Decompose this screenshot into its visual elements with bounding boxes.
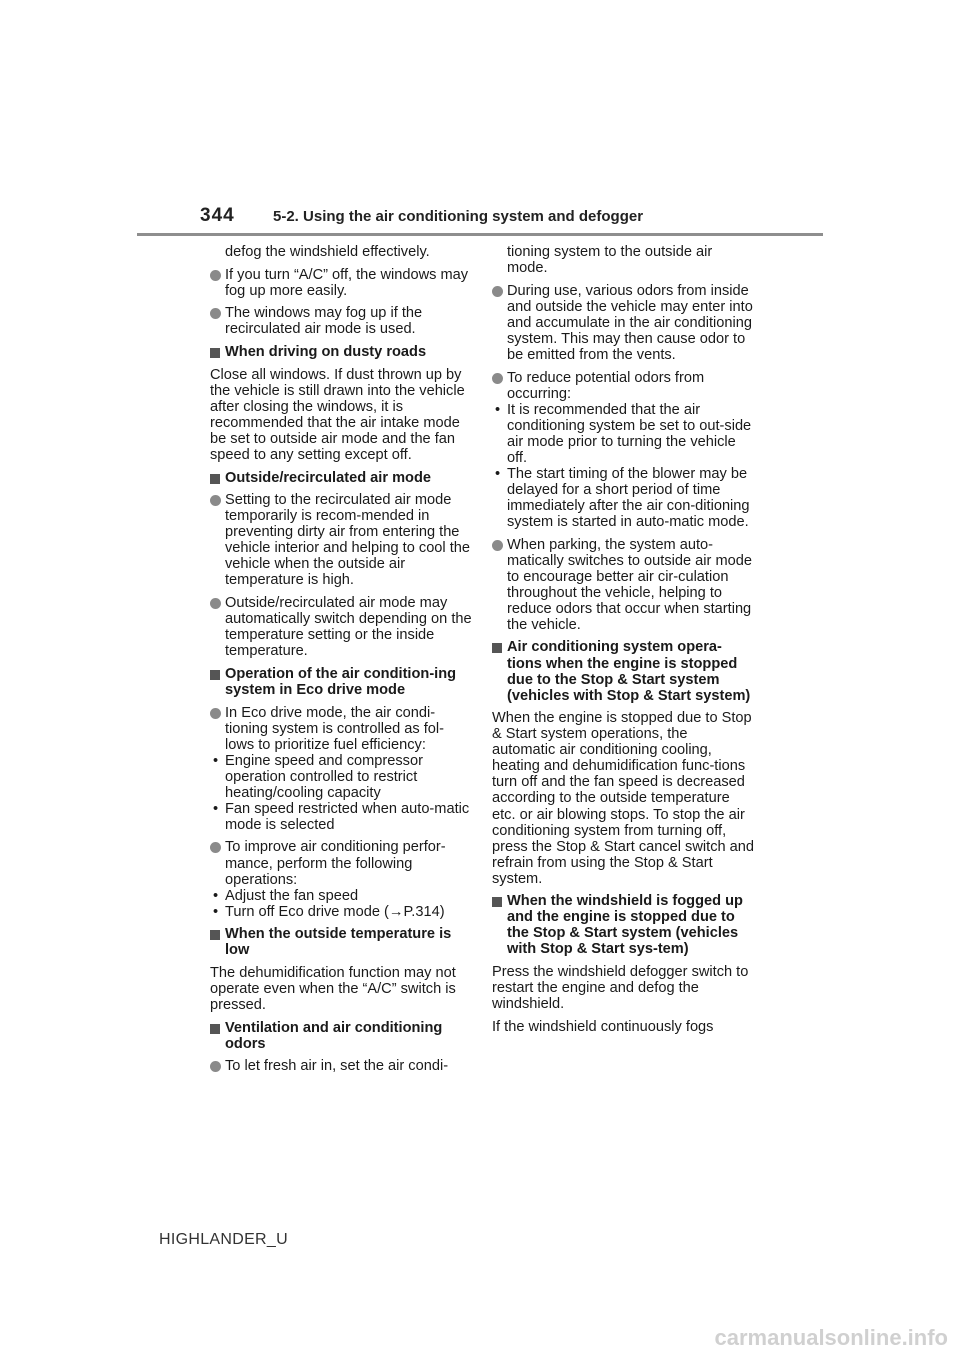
- list-item-text: Outside/recirculated air mode may automatically switch depending on the temperature setting or the inside temperature.: [225, 595, 472, 660]
- sub-list-item-text: Turn off Eco drive mode (→P.314): [225, 903, 445, 920]
- list-item: [492, 537, 754, 633]
- header-rule: [137, 233, 823, 236]
- list-item: [492, 283, 754, 363]
- footer-model-code: HIGHLANDER_U: [159, 1231, 288, 1248]
- list-item-text: When parking, the system auto-matically switches to outside air mode to encourage better air cir-culation throughout the vehicle, helping to reduce odors that occur when starting the vehicle.: [507, 536, 752, 633]
- dot-bullet: •: [213, 887, 219, 904]
- continuation-text: defog the windshield effectively.: [225, 244, 430, 260]
- list-item-text: During use, various odors from inside and outside the vehicle may enter into and accumulate in the air conditioning system. This may then cause odor to be emitted from the vents.: [507, 282, 753, 363]
- subheading: [492, 639, 754, 703]
- square-bullet-icon: [492, 897, 502, 907]
- round-bullet-icon: [210, 598, 221, 609]
- list-item-text: If you turn “A/C” off, the windows may fog up more easily.: [225, 266, 469, 299]
- list-item-text: To improve air conditioning perfor-mance, perform the following operations:: [225, 839, 446, 888]
- sub-list-item-text: Adjust the fan speed: [225, 887, 359, 904]
- section-title: 5-2. Using the air conditioning system and defogger: [273, 208, 644, 225]
- list-item-text: In Eco drive mode, the air condi-tioning system is controlled as fol-lows to prioritize fuel efficiency:: [225, 704, 444, 753]
- sub-list-item: [210, 904, 472, 920]
- dot-bullet: •: [495, 465, 501, 482]
- square-bullet-icon: [210, 474, 220, 484]
- round-bullet-icon: [210, 495, 221, 506]
- sub-list-item-text: Fan speed restricted when auto-matic mode is selected: [225, 800, 470, 833]
- round-bullet-icon: [492, 286, 503, 297]
- list-item: [210, 839, 472, 919]
- subheading-text: Outside/recirculated air mode: [225, 469, 432, 486]
- left-column: [210, 244, 472, 1081]
- square-bullet-icon: [210, 348, 220, 358]
- subheading: [210, 666, 472, 698]
- dot-bullet: •: [213, 903, 219, 920]
- subheading: [210, 926, 472, 958]
- sub-list-item-text: It is recommended that the air conditioning system be set to out-side air mode prior to turning the vehicle off.: [507, 401, 752, 466]
- subheading-text: When the windshield is fogged up and the engine is stopped due to the Stop & Start system (vehicles with Stop & Start sys-tem): [507, 893, 743, 958]
- round-bullet-icon: [210, 270, 221, 281]
- list-item-text: Setting to the recirculated air mode temporarily is recom-mended in preventing dirty air from entering the vehicle interior and helping to cool the vehicle when the outside air temperature is high.: [225, 492, 471, 589]
- sub-list-item-text: The start timing of the blower may be delayed for a short period of time immediately after the air con-ditioning system is started in auto-matic mode.: [507, 465, 750, 530]
- paragraph: Press the windshield defogger switch to restart the engine and defog the windshield.: [492, 964, 749, 1013]
- dot-bullet: •: [495, 401, 501, 418]
- sub-list-item: [210, 801, 472, 833]
- list-item: [210, 595, 472, 659]
- sub-list-item-text: Engine speed and compressor operation controlled to restrict heating/cooling capacity: [225, 752, 423, 801]
- list-item: [210, 305, 472, 337]
- square-bullet-icon: [492, 643, 502, 653]
- dot-bullet: •: [213, 800, 219, 817]
- round-bullet-icon: [210, 842, 221, 853]
- list-item-text: To let fresh air in, set the air condi-: [225, 1058, 449, 1075]
- subheading-text: Air conditioning system opera-tions when the engine is stopped due to the Stop & Start system (vehicles with Stop & Start system): [507, 639, 751, 704]
- square-bullet-icon: [210, 930, 220, 940]
- subheading-text: Ventilation and air conditioning odors: [225, 1019, 443, 1052]
- sub-list-item: [492, 466, 754, 530]
- subheading: [210, 470, 472, 486]
- sub-list-item: [210, 888, 472, 904]
- subheading: [210, 1020, 472, 1052]
- round-bullet-icon: [492, 540, 503, 551]
- round-bullet-icon: [210, 1061, 221, 1072]
- round-bullet-icon: [210, 308, 221, 319]
- list-item-text: The windows may fog up if the recirculated air mode is used.: [225, 305, 423, 338]
- subheading-text: Operation of the air condition-ing system in Eco drive mode: [225, 665, 457, 698]
- subheading: [210, 344, 472, 360]
- list-item: [492, 370, 754, 530]
- subheading: [492, 893, 754, 957]
- paragraph: If the windshield continuously fogs: [492, 1018, 714, 1035]
- sub-list-item: [210, 753, 472, 801]
- paragraph: The dehumidification function may not operate even when the “A/C” switch is pressed.: [210, 965, 456, 1014]
- dot-bullet: •: [213, 752, 219, 769]
- page-number: 344: [200, 205, 235, 226]
- subheading-text: When the outside temperature is low: [225, 926, 452, 959]
- paragraph: Close all windows. If dust thrown up by the vehicle is still drawn into the vehicle after closing the windows, it is recommended that the air intake mode be set to outside air mode and the fan speed to any setting except off.: [210, 366, 465, 463]
- square-bullet-icon: [210, 1024, 220, 1034]
- subheading-text: When driving on dusty roads: [225, 344, 427, 361]
- round-bullet-icon: [210, 708, 221, 719]
- list-item: [210, 492, 472, 588]
- right-column: [492, 244, 754, 1042]
- sub-list-item: [492, 402, 754, 466]
- continuation-text: tioning system to the outside air mode.: [507, 244, 713, 277]
- list-item-text: To reduce potential odors from occurring:: [507, 369, 705, 402]
- list-item: [210, 1058, 472, 1074]
- list-item: [210, 705, 472, 833]
- square-bullet-icon: [210, 670, 220, 680]
- watermark-logo: carmanualsonline.info: [714, 1325, 948, 1350]
- list-item: [210, 267, 472, 299]
- paragraph: When the engine is stopped due to Stop & Start system operations, the automatic air conditioning cooling, heating and dehumidification func-tions turn off and the fan speed is decreased according to the outside temperature etc. or air blowing stops. To stop the air conditioning system from turning off, press the Stop & Start cancel switch and refrain from using the Stop & Start system.: [492, 710, 755, 887]
- round-bullet-icon: [492, 373, 503, 384]
